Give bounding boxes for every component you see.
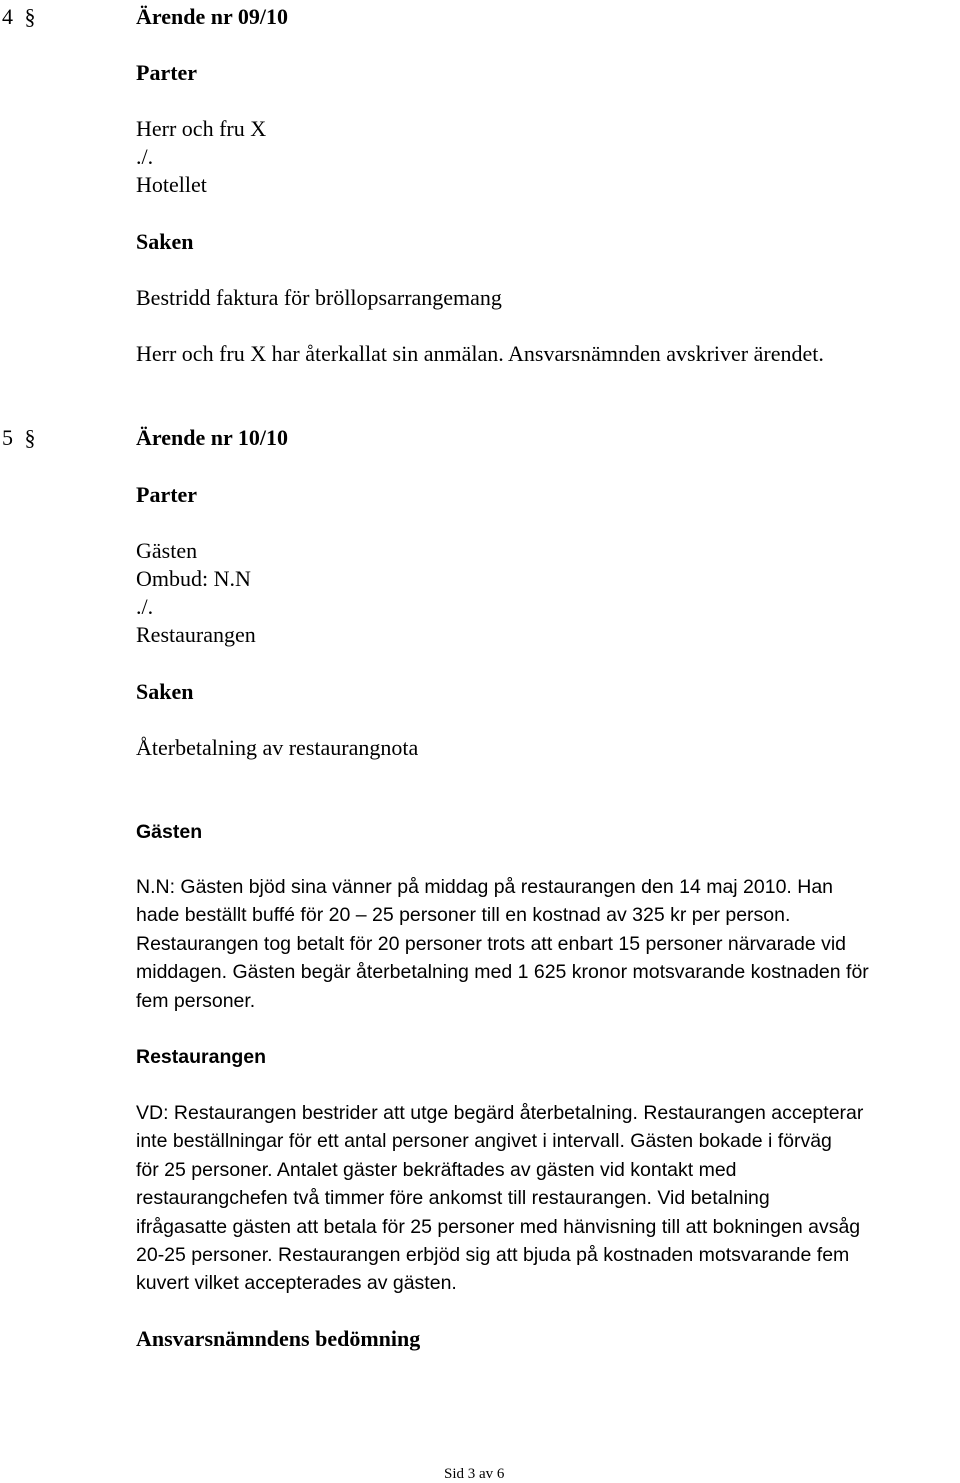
party-agent: Ombud: N.N — [136, 566, 251, 591]
parties-heading: Parter — [136, 60, 198, 85]
party-name: Hotellet — [136, 172, 207, 197]
versus-marker: ./. — [136, 144, 154, 169]
paragraph-line: ifrågasatte gästen att betala för 25 personer med hänvisning till att bokningen avsåg — [136, 1215, 861, 1238]
section-sign: § — [24, 4, 36, 29]
case-heading: Ärende nr 10/10 — [136, 425, 288, 450]
paragraph-line: fem personer. — [136, 989, 256, 1012]
parties-heading: Parter — [136, 482, 198, 507]
party-name: Gästen — [136, 538, 198, 563]
section-sign: § — [24, 425, 36, 450]
paragraph-line: inte beställningar för ett antal personer angivet i intervall. Gästen bokade i förväg — [136, 1130, 832, 1153]
case-number — [2, 424, 36, 452]
statement-text: Herr och fru X har återkallat sin anmälan. Ansvarsnämnden avskriver ärendet. — [136, 341, 824, 366]
matter-text: Bestridd faktura för bröllopsarrangemang — [136, 285, 502, 310]
paragraph-line: kuvert vilket accepterades av gästen. — [136, 1272, 457, 1295]
matter-heading: Saken — [136, 229, 194, 254]
page-number: Sid 3 av 6 — [444, 1466, 505, 1482]
guest-statement — [136, 873, 954, 1015]
case-number-value: 4 — [2, 4, 13, 29]
paragraph-line: 20-25 personer. Restaurangen erbjöd sig att bjuda på kostnaden motsvarande fem — [136, 1244, 850, 1267]
paragraph-line: hade beställt buffé för 20 – 25 personer till en kostnad av 325 kr per person. — [136, 904, 791, 927]
party-name: Restaurangen — [136, 622, 256, 647]
matter-heading: Saken — [136, 679, 194, 704]
case-number — [2, 3, 36, 31]
case-number-value: 5 — [2, 425, 13, 450]
paragraph-line: Restaurangen tog betalt för 20 personer trots att enbart 15 personer närvarade vid — [136, 932, 847, 955]
party-name: Herr och fru X — [136, 116, 267, 141]
restaurant-statement — [136, 1099, 954, 1298]
matter-text: Återbetalning av restaurangnota — [136, 735, 419, 760]
paragraph-line: för 25 personer. Antalet gäster bekräftades av gästen vid kontakt med — [136, 1158, 737, 1181]
guest-heading: Gästen — [136, 821, 203, 843]
paragraph-line: VD: Restaurangen bestrider att utge begärd återbetalning. Restaurangen accepterar — [136, 1102, 864, 1124]
paragraph-line: middagen. Gästen begär återbetalning med 1 625 kronor motsvarande kostnaden för — [136, 961, 869, 984]
restaurant-heading: Restaurangen — [136, 1046, 267, 1068]
paragraph-line: N.N: Gästen bjöd sina vänner på middag på restaurangen den 14 maj 2010. Han — [136, 876, 834, 898]
case-heading: Ärende nr 09/10 — [136, 4, 288, 29]
paragraph-line: restaurangchefen två timmer före ankomst till restaurangen. Vid betalning — [136, 1187, 770, 1210]
assessment-heading: Ansvarsnämndens bedömning — [136, 1326, 421, 1351]
versus-marker: ./. — [136, 594, 154, 619]
